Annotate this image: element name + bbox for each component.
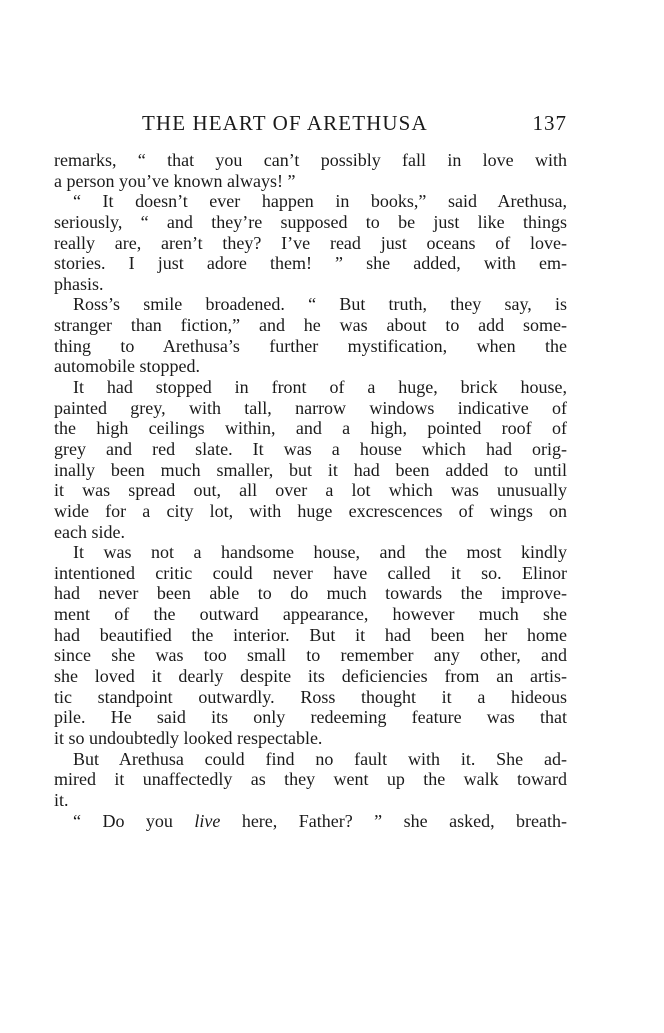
text-line: had never been able to do much towards the improve-	[54, 583, 567, 604]
text-line: a person you’ve known always! ”	[54, 170, 296, 191]
text-line: stranger than fiction,” and he was about to add some-	[54, 315, 567, 336]
text-line: remarks, “ that you can’t possibly fall in love with	[54, 150, 567, 170]
text-line: had beautified the interior. But it had been her home	[54, 624, 567, 645]
body-text	[54, 150, 567, 831]
text-line: It had stopped in front of a huge, brick house,	[73, 377, 567, 398]
text-line-part: “ Do you	[73, 810, 195, 831]
text-line: mired it unaffectedly as they went up the walk toward	[54, 769, 567, 790]
text-line: grey and red slate. It was a house which had orig-	[54, 438, 567, 459]
text-line: Ross’s smile broadened. “ But truth, they say, is	[73, 294, 567, 315]
text-line: intentioned critic could never have called it so. Elinor	[54, 562, 567, 583]
text-line: “ It doesn’t ever happen in books,” said Arethusa,	[73, 191, 567, 212]
text-line: it so undoubtedly looked respectable.	[54, 727, 323, 748]
text-line: automobile stopped.	[54, 356, 200, 377]
running-title: THE HEART OF ARETHUSA	[142, 111, 428, 135]
text-line: But Arethusa could find no fault with it. She ad-	[73, 748, 567, 769]
text-line: pile. He said its only redeeming feature was that	[54, 707, 567, 728]
text-line: ment of the outward appearance, however much she	[54, 604, 567, 625]
text-line: thing to Arethusa’s further mystification, when the	[54, 335, 567, 356]
text-line: phasis.	[54, 273, 104, 294]
text-line: painted grey, with tall, narrow windows indicative of	[54, 397, 567, 418]
text-line	[54, 811, 567, 832]
text-line: stories. I just adore them! ” she added, with em-	[54, 253, 567, 274]
text-line: the high ceilings within, and a high, pointed roof of	[54, 418, 567, 439]
text-line: it was spread out, all over a lot which was unusually	[54, 480, 567, 501]
text-line: seriously, “ and they’re supposed to be just like things	[54, 211, 567, 232]
text-line: tic standpoint outwardly. Ross thought it a hideous	[54, 686, 567, 707]
text-line: she loved it dearly despite its deficiencies from an artis-	[54, 666, 567, 687]
text-line: wide for a city lot, with huge excrescences of wings on	[54, 500, 567, 521]
text-line: it.	[54, 789, 69, 810]
text-line-part: here, Father? ” she asked, breath-	[220, 810, 567, 831]
text-line: It was not a handsome house, and the most kindly	[73, 542, 567, 563]
page-number: 137	[532, 111, 567, 135]
text-line: inally been much smaller, but it had been added to until	[54, 459, 567, 480]
text-line: each side.	[54, 521, 125, 542]
text-line: really are, aren’t they? I’ve read just oceans of love-	[54, 232, 567, 253]
italic-word: live	[194, 810, 221, 831]
running-header	[54, 108, 567, 138]
text-line: since she was too small to remember any other, and	[54, 645, 567, 666]
